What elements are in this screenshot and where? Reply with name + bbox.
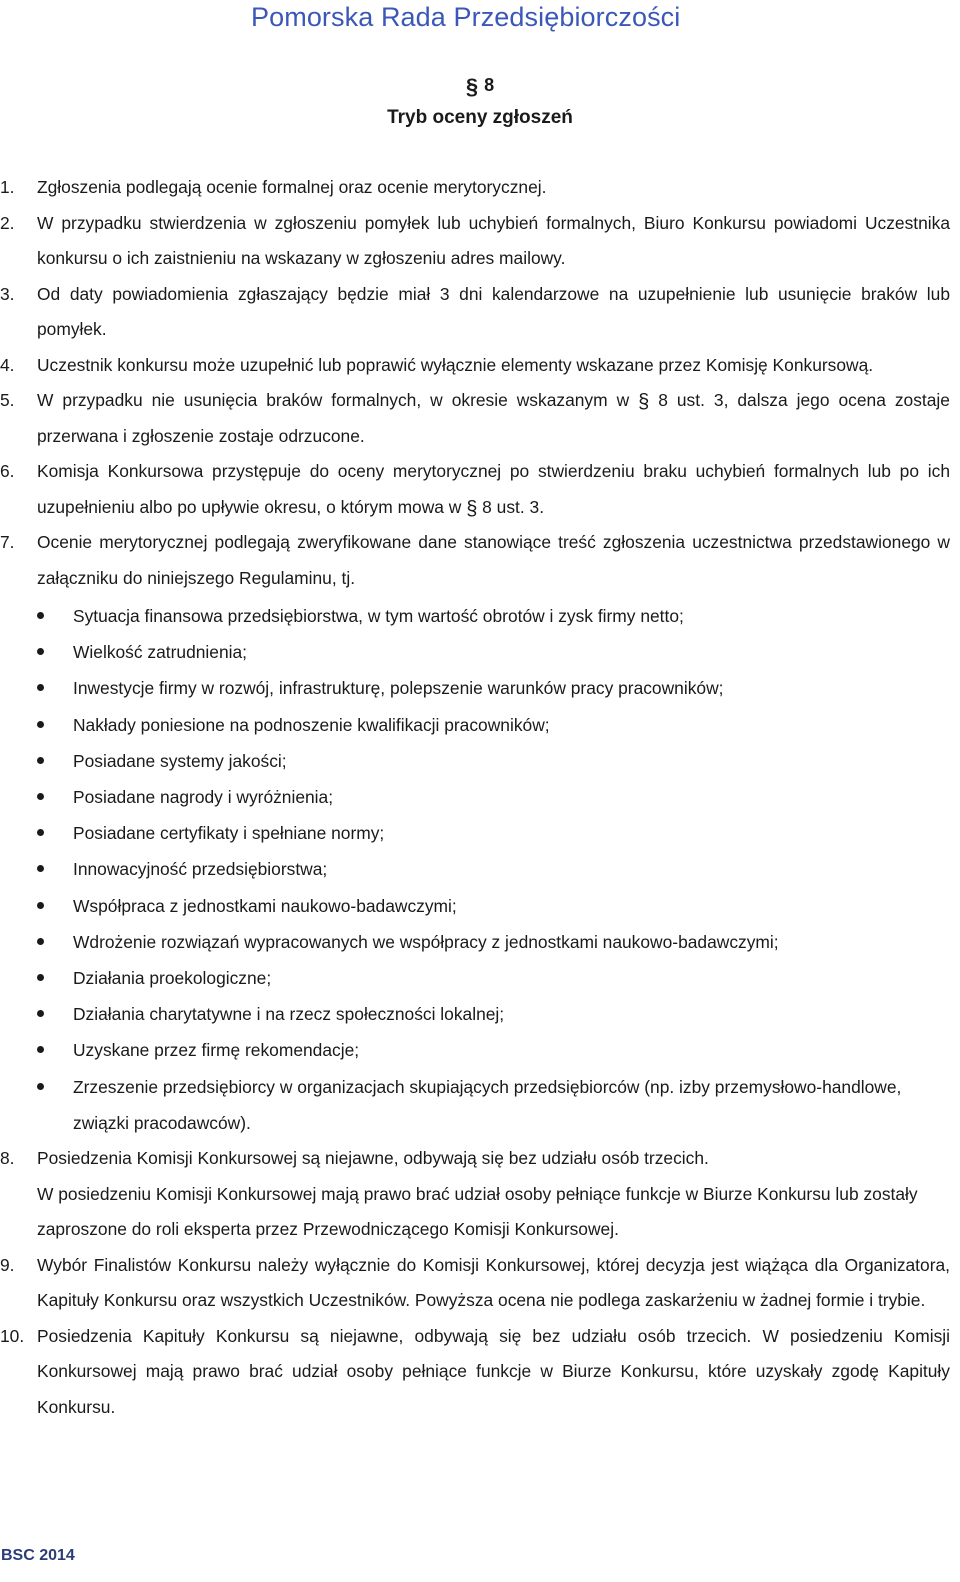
bullet-icon	[37, 1010, 44, 1017]
bullet-icon	[37, 829, 44, 836]
bullet-icon	[37, 938, 44, 945]
item-text: Wybór Finalistów Konkursu należy wyłącznie do Komisji Konkursowej, której decyzja jest wiążąca dla Organizatora, Kapituły Konkursu oraz wszystkich Uczestników. Powyższa ocena nie podlega zaskarżeniu w żadnej formie i trybie.	[37, 1254, 950, 1311]
criteria-item: Posiadane nagrody i wyróżnienia;	[0, 779, 950, 815]
bullet-icon	[37, 612, 44, 619]
document-header-title: Pomorska Rada Przedsiębiorczości	[251, 2, 681, 32]
criteria-item: Sytuacja finansowa przedsiębiorstwa, w tym wartość obrotów i zysk firmy netto;	[0, 598, 950, 634]
item-text-a: W przypadku nie usunięcia braków formalnych, w okresie wskazanym w	[37, 390, 630, 410]
item-number: 7.	[0, 532, 15, 552]
bullet-icon	[37, 684, 44, 691]
section-symbol: §	[465, 74, 479, 99]
item-text: Posiedzenia Komisji Konkursowej są niejawne, odbywają się bez udziału osób trzecich.	[37, 1148, 709, 1169]
item-text: W przypadku stwierdzenia w zgłoszeniu pomyłek lub uchybień formalnych, Biuro Konkursu powiadomi Uczestnika konkursu o ich zaistnieniu na wskazany w zgłoszeniu adres mailowy.	[37, 212, 950, 268]
item-text: Posiedzenia Kapituły Konkursu są niejawne, odbywają się bez udziału osób trzecich. W posiedzeniu Komisji Konkursowej mają prawo brać udział osoby pełniące funkcje w Biurze Konkursu, które uzyskały zgodę Kapituły Konkursu.	[37, 1325, 950, 1417]
bullet-icon	[37, 902, 44, 909]
list-item-9	[0, 1248, 950, 1319]
criteria-item: Uzyskane przez firmę rekomendacje;	[0, 1032, 950, 1068]
item-text: Zgłoszenia podlegają ocenie formalnej oraz ocenie merytorycznej.	[37, 177, 547, 197]
bullet-icon	[37, 721, 44, 728]
item-number: 1.	[0, 177, 15, 197]
list-item-3	[0, 277, 950, 348]
criteria-item: Innowacyjność przedsiębiorstwa;	[0, 851, 950, 887]
section-title: Tryb oceny zgłoszeń	[387, 107, 573, 128]
bullet-icon	[37, 648, 44, 655]
item-number: 3.	[0, 283, 15, 304]
document-footer: BSC 2014	[1, 1547, 75, 1564]
criteria-item: Wdrożenie rozwiązań wypracowanych we współpracy z jednostkami naukowo-badawczymi;	[0, 924, 950, 960]
list-item-7	[0, 525, 950, 596]
section-symbol: §	[466, 497, 478, 520]
item-number: 2.	[0, 212, 15, 233]
criteria-item: Posiadane certyfikaty i spełniane normy;	[0, 815, 950, 851]
item-text-continued: W posiedzeniu Komisji Konkursowej mają prawo brać udział osoby pełniące funkcje w Biurze Konkursu lub zostały zaproszone do roli eksperta przez Przewodniczącego Komisji Konkursowej.	[37, 1183, 918, 1240]
criteria-item: Inwestycje firmy w rozwój, infrastrukturę, polepszenie warunków pracy pracowników;	[0, 670, 950, 706]
item-text: Uczestnik konkursu może uzupełnić lub poprawić wyłącznie elementy wskazane przez Komisję Konkursową.	[37, 354, 874, 375]
criteria-item: Nakłady poniesione na podnoszenie kwalifikacji pracowników;	[0, 707, 950, 743]
section-number: 8	[484, 75, 495, 95]
list-item-1	[0, 170, 950, 206]
criteria-item: Działania charytatywne i na rzecz społeczności lokalnej;	[0, 996, 950, 1032]
bullet-icon	[37, 865, 44, 872]
bullet-icon	[37, 757, 44, 764]
bullet-icon	[37, 1046, 44, 1053]
bullet-icon	[37, 793, 44, 800]
item-number: 9.	[0, 1254, 15, 1275]
criteria-item: Wielkość zatrudnienia;	[0, 634, 950, 670]
item-number: 10.	[0, 1325, 25, 1346]
document-body	[0, 170, 950, 1425]
section-symbol: §	[638, 391, 650, 413]
item-text-b: 8 ust. 3.	[482, 496, 545, 517]
criteria-item: Posiadane systemy jakości;	[0, 743, 950, 779]
item-text: Ocenie merytorycznej podlegają zweryfikowane dane stanowiące treść zgłoszenia uczestnictwa przedstawionego w załączniku do niniejszego Regulaminu, tj.	[37, 532, 950, 588]
item-text-b: 8 ust. 3, dalsza jego ocena zostaje przerwana i zgłoszenie zostaje odrzucone.	[37, 390, 950, 446]
list-item-5	[0, 383, 950, 454]
list-item-2	[0, 206, 950, 277]
item-number: 5.	[0, 390, 15, 410]
item-number: 8.	[0, 1148, 15, 1169]
criteria-item: Współpraca z jednostkami naukowo-badawczymi;	[0, 888, 950, 924]
item-text-a: Komisja Konkursowa przystępuje do oceny merytorycznej po stwierdzeniu braku uchybień formalnych lub po ich uzupełnieniu albo po upływie okresu, o którym mowa w	[37, 461, 950, 517]
section-heading	[0, 71, 960, 97]
bullet-icon	[37, 974, 44, 981]
criteria-item: Zrzeszenie przedsiębiorcy w organizacjach skupiających przedsiębiorców (np. izby przemysłowo-handlowe, związki pracodawców).	[0, 1069, 950, 1141]
item-number: 6.	[0, 461, 15, 481]
bullet-icon	[37, 1083, 44, 1090]
list-item-6	[0, 454, 950, 525]
criteria-list	[0, 598, 950, 1141]
list-item-4	[0, 348, 950, 384]
item-text: Od daty powiadomienia zgłaszający będzie miał 3 dni kalendarzowe na uzupełnienie lub usunięcie braków lub pomyłek.	[37, 283, 950, 339]
criteria-item: Działania proekologiczne;	[0, 960, 950, 996]
list-item-10	[0, 1319, 950, 1426]
list-item-8	[0, 1141, 950, 1248]
item-number: 4.	[0, 354, 15, 375]
